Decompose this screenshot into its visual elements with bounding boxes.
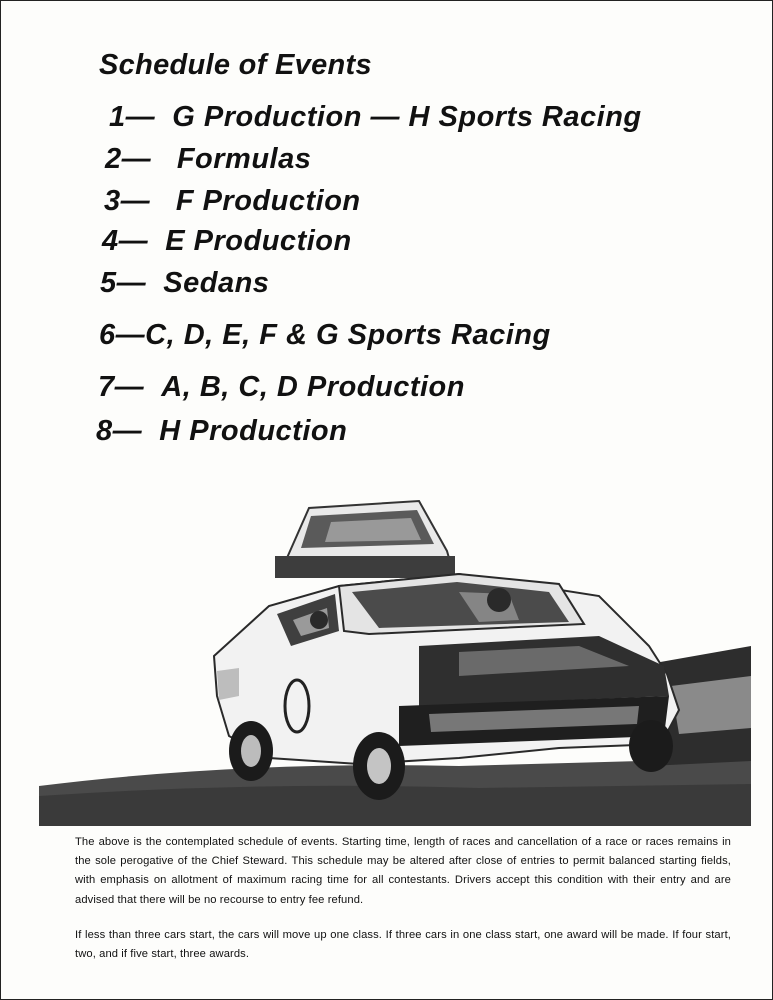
event-label: Sedans — [163, 267, 270, 299]
event-label: A, B, C, D Production — [161, 371, 465, 403]
event-label: Formulas — [176, 143, 312, 175]
event-label: H Production — [159, 415, 348, 447]
event-number: 7— — [98, 371, 145, 403]
event-6 — [99, 319, 551, 352]
event-number: 8— — [96, 415, 143, 447]
race-car-photo — [39, 496, 751, 831]
event-4 — [102, 225, 352, 258]
page-title: Schedule of Events — [99, 49, 372, 81]
event-7 — [98, 371, 465, 404]
event-number: 4— — [102, 225, 149, 257]
event-2 — [105, 143, 311, 176]
event-8 — [96, 415, 347, 448]
event-3 — [104, 185, 361, 218]
event-number: 5— — [100, 267, 147, 299]
event-number: 2— — [105, 143, 152, 175]
event-label: C, D, E, F & G Sports Racing — [145, 319, 551, 351]
event-5 — [100, 267, 269, 300]
award-notice: If less than three cars start, the cars will move up one class. If three cars in one class start, one award will be made. If four start, two, and if five start, three awards. — [75, 929, 731, 961]
event-label: E Production — [165, 225, 352, 257]
event-1 — [109, 101, 642, 134]
event-number: 3— — [104, 185, 151, 217]
event-number: 1— — [109, 101, 156, 133]
event-number: 6— — [99, 319, 146, 351]
event-label: F Production — [175, 185, 361, 217]
event-label: G Production — H Sports Racing — [172, 101, 642, 133]
schedule-notice: The above is the contemplated schedule of events. Starting time, length of races and cancellation of a race or races remains in the sole perogative of the Chief Steward. This schedule may be altered after close of entries to permit balanced starting fields, with emphasis on allotment of maximum racing time for all contestants. Drivers accept this condition with their entry and are advised that there will be no recourse to entry fee refund. — [75, 836, 731, 906]
